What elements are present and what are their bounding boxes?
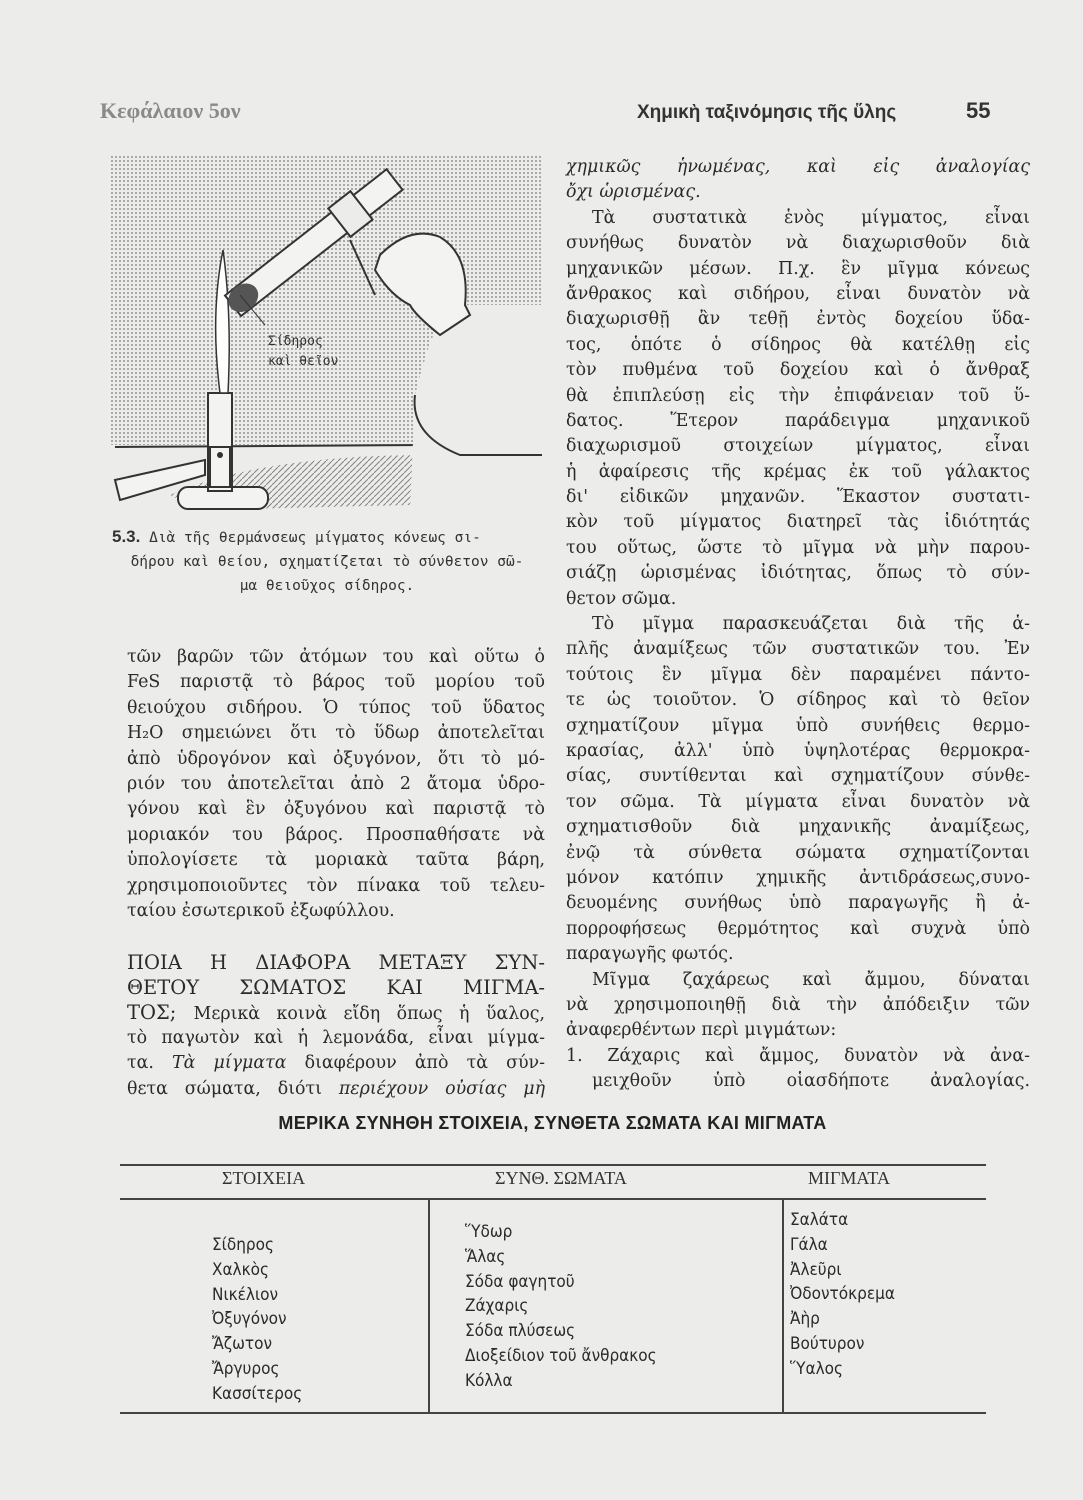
text-line <box>566 536 1030 561</box>
text-segment: Τὰ μίγματα <box>172 1053 287 1074</box>
text-line <box>127 1051 545 1076</box>
text-segment: ὄχι ὡρισμένας. <box>566 182 701 203</box>
text-segment: σχηματίζουν μῖγμα ὑπὸ συνήθεις θερμο- <box>566 715 1030 736</box>
text-segment: FeS παριστᾷ τὸ βάρος τοῦ μορίου τοῦ <box>127 672 545 693</box>
text-segment: του οὕτως, ὥστε τὸ μῖγμα νὰ μὴν παρου- <box>566 537 1030 558</box>
page-number: 55 <box>966 98 991 123</box>
text-segment: διαχωρισθῇ ἂν τεθῇ ἐντὸς δοχείου ὕδα- <box>566 309 1030 330</box>
text-segment: χρησιμοποιοῦντες τὸν πίνακα τοῦ τελευ- <box>127 875 545 896</box>
text-segment: τούτοις ἓν μῖγμα δὲν παραμένει πάντο- <box>566 664 1030 685</box>
text-segment: τα. <box>127 1053 173 1074</box>
table-column-divider <box>782 1200 784 1412</box>
text-segment: νὰ χρησιμοποιηθῇ διὰ τὴν ἀπόδειξιν τῶν <box>566 994 1030 1015</box>
text-line <box>566 764 1030 789</box>
caption-line: Διὰ τῆς θερμάνσεως μίγματος κόνεως σι- <box>149 530 481 546</box>
text-segment: H₂O σημειώνει ὅτι τὸ ὕδωρ ἀποτελεῖται <box>127 723 545 744</box>
text-segment: θετον σῶμα. <box>566 588 677 609</box>
text-line <box>566 1018 1030 1043</box>
text-line <box>566 384 1030 409</box>
table-cell-mixture: Βούτυρον <box>790 1333 865 1354</box>
text-line <box>566 815 1030 840</box>
text-segment: διαχωρισμοῦ στοιχείων μίγματος, εἶναι <box>566 436 1030 457</box>
text-segment: περιέχουν οὐσίας μὴ <box>338 1078 545 1099</box>
figure-bunsen-burner-illustration <box>110 155 542 510</box>
chapter-heading: Κεφάλαιον 5ον <box>100 98 241 123</box>
text-line <box>127 645 545 670</box>
text-segment: διαφέρουν ἀπὸ τὰ σύν- <box>286 1053 546 1074</box>
running-title: Χημικὴ ταξινόμησις τῆς ὕλης <box>637 102 897 123</box>
text-line <box>127 848 545 873</box>
text-segment: μειχθοῦν ὑπὸ οἱασδήποτε ἀναλογίας. <box>592 1071 1030 1092</box>
text-segment: ὑπολογίσετε τὰ μοριακὰ ταῦτα βάρη, <box>127 850 545 871</box>
text-line <box>127 797 545 822</box>
caption-line: μα θειοῦχος σίδηρος. <box>239 578 415 594</box>
text-line <box>127 747 545 772</box>
text-segment: τῶν βαρῶν τῶν ἀτόμων του καὶ οὕτω ὁ <box>127 647 545 667</box>
text-segment: σιάζῃ ὡρισμένας ἰδιότητας, ὅπως τὸ σύν- <box>566 563 1030 584</box>
text-segment: μόνον κατόπιν χημικῆς ἀντιδράσεως,συνο- <box>566 867 1030 888</box>
text-line <box>127 1077 545 1102</box>
table-cell-compound: Σόδα πλύσεως <box>465 1321 576 1342</box>
text-line <box>566 155 1030 180</box>
text-segment: Μῖγμα ζαχάρεως καὶ ἄμμου, δύναται <box>592 969 1030 990</box>
text-line <box>127 696 545 721</box>
table-cell-mixture: Ἀὴρ <box>790 1309 820 1330</box>
text-line <box>566 180 1030 205</box>
text-segment: τὸν πυθμένα τοῦ δοχείου καὶ ὁ ἄνθραξ <box>566 360 1030 381</box>
text-line <box>566 510 1030 535</box>
table-header-elements: ΣΤΟΙΧΕΙΑ <box>222 1168 306 1188</box>
text-line <box>566 993 1030 1018</box>
table-cell-compound: Ὕδωρ <box>465 1222 513 1242</box>
table-cell-mixture: Ὕαλος <box>790 1358 843 1379</box>
figure-label-line1: Σίδηρος <box>268 334 323 349</box>
table-rule-top <box>120 1164 986 1166</box>
text-line <box>566 257 1030 282</box>
text-line <box>566 434 1030 459</box>
text-segment: παραγωγῆς φωτός. <box>566 944 734 965</box>
text-line <box>127 772 545 797</box>
text-segment: ἄνθρακος καὶ σιδήρου, εἶναι δυνατὸν νὰ <box>566 283 1030 304</box>
text-line <box>566 663 1030 688</box>
text-line <box>566 307 1030 332</box>
table-cell-compound: Σόδα φαγητοῦ <box>465 1271 575 1292</box>
text-segment: τε ὡς τοιοῦτον. Ὁ σίδηρος καὶ τὸ θεῖον <box>566 690 1030 711</box>
text-line <box>566 231 1030 256</box>
text-segment: κρασίας, ἀλλ' ὑπὸ ὑψηλοτέρας θερμοκρα- <box>566 740 1030 761</box>
text-line <box>566 333 1030 358</box>
table-cell-element: Ἄζωτον <box>212 1334 272 1355</box>
table-cell-element: Ὀξυγόνον <box>212 1309 287 1330</box>
text-segment: ριόν του ἀποτελεῖται ἀπὸ 2 ἄτομα ὑδρο- <box>127 773 545 794</box>
text-segment: 1. Ζάχαρις καὶ ἄμμος, δυνατὸν νὰ ἀνα- <box>566 1045 1030 1066</box>
text-line <box>566 942 1030 967</box>
text-line <box>127 899 545 924</box>
text-segment: δι' εἰδικῶν μηχανῶν. Ἕκαστον συστατι- <box>566 487 1030 508</box>
text-segment: θὰ ἐπιπλεύσῃ εἰς τὴν ἐπιφάνειαν τοῦ ὕ- <box>566 385 1030 406</box>
text-segment: γόνου καὶ ἓν ὀξυγόνου καὶ παριστᾷ τὸ <box>127 799 545 820</box>
text-line <box>566 409 1030 434</box>
text-segment: ἀπὸ ὑδρογόνον καὶ ὀξυγόνον, ὅτι τὸ μό- <box>127 748 545 769</box>
text-segment: δευομένης συνήθως ὑπὸ παραγωγῆς ἢ ἀ- <box>566 893 1030 914</box>
text-line <box>566 460 1030 485</box>
text-segment: ΤΟΣ; <box>127 1001 194 1025</box>
text-segment: τος, ὁπότε ὁ σίδηρος θὰ κατέλθῃ εἰς <box>566 334 1030 355</box>
figure-caption <box>112 525 542 598</box>
table-rule-bottom <box>120 1412 986 1414</box>
text-line <box>566 891 1030 916</box>
text-segment: τον σῶμα. Τὰ μίγματα εἶναι δυνατὸν νὰ <box>566 791 1030 812</box>
text-segment: πλῆς ἀναμίξεως τῶν συστατικῶν του. Ἐν <box>566 639 1030 660</box>
text-line <box>127 874 545 899</box>
table-column-divider <box>428 1200 430 1412</box>
caption-line: δήρου καὶ θείου, σχηματίζεται τὸ σύνθετον σῶ- <box>130 554 524 570</box>
table-title: ΜΕΡΙΚΑ ΣΥΝΗΘΗ ΣΤΟΙΧΕΙΑ, ΣΥΝΘΕΤΑ ΣΩΜΑΤΑ ΚΑΙ ΜΙΓΜΑΤΑ <box>278 1113 827 1133</box>
text-segment: μηχανικῶν μέσων. Π.χ. ἓν μῖγμα κόνεως <box>566 258 1030 279</box>
text-line <box>127 721 545 746</box>
text-segment: ἀναφερθέντων περὶ μιγμάτων: <box>566 1020 837 1041</box>
text-line <box>566 688 1030 713</box>
text-line <box>566 1069 1030 1094</box>
table-cell-compound: Κόλλα <box>465 1370 513 1391</box>
text-segment: τὸ παγωτὸν καὶ ἡ λεμονάδα, εἶναι μίγμα- <box>127 1027 545 1048</box>
text-line <box>566 485 1030 510</box>
table-header-compounds: ΣΥΝΘ. ΣΩΜΑΤΑ <box>495 1168 627 1188</box>
text-line <box>127 823 545 848</box>
table-cell-element: Χαλκὸς <box>212 1259 269 1280</box>
table-cell-element: Κασσίτερος <box>212 1383 303 1404</box>
text-line <box>127 1000 545 1025</box>
text-line <box>127 1026 545 1051</box>
text-segment: Μερικὰ κοινὰ εἴδη ὅπως ἡ ὕαλος, <box>193 1004 545 1025</box>
text-segment: κὸν τοῦ μίγματος διατηρεῖ τὰς ἰδιότητάς <box>566 512 1030 533</box>
text-segment: πορροφήσεως θερμότητος καὶ συχνὰ ὑπὸ <box>566 918 1030 939</box>
text-segment: ταίου ἐσωτερικοῦ ἐξωφύλλου. <box>127 900 395 921</box>
text-line <box>566 790 1030 815</box>
text-segment: Τὸ μῖγμα παρασκευάζεται διὰ τῆς ἁ- <box>592 614 1030 635</box>
text-segment: Τὰ συστατικὰ ἑνὸς μίγματος, εἶναι <box>592 207 1030 228</box>
text-line <box>127 975 545 1000</box>
text-line <box>566 866 1030 891</box>
text-segment: ἐνῷ τὰ σύνθετα σώματα σχηματίζονται <box>566 842 1030 863</box>
table-cell-compound: Ζάχαρις <box>465 1296 529 1317</box>
text-line <box>566 917 1030 942</box>
text-segment: ἡ ἀφαίρεσις τῆς κρέμας ἐκ τοῦ γάλακτος <box>566 461 1030 482</box>
text-line <box>127 924 545 949</box>
text-line <box>566 968 1030 993</box>
text-line <box>566 587 1030 612</box>
text-segment: δατος. Ἕτερον παράδειγμα μηχανικοῦ <box>566 410 1030 431</box>
left-text-column <box>127 645 545 1102</box>
table-cell-mixture: Σαλάτα <box>790 1210 849 1230</box>
caption-number: 5.3. <box>112 527 141 546</box>
table-cell-element: Νικέλιον <box>212 1284 279 1305</box>
right-text-column <box>566 155 1030 1094</box>
text-line <box>566 282 1030 307</box>
text-segment: μοριακόν του βάρος. Προσπαθήσατε νὰ <box>127 824 545 845</box>
table-cell-element: Ἄργυρος <box>212 1358 280 1379</box>
table-header-mixtures: ΜΙΓΜΑΤΑ <box>808 1168 890 1188</box>
text-line <box>127 950 545 975</box>
text-line <box>566 739 1030 764</box>
figure-label-line2: καὶ θεῖον <box>268 354 339 369</box>
text-segment: σχηματισθοῦν διὰ μηχανικῆς ἀναμίξεως, <box>566 817 1030 838</box>
table-column-elements <box>212 1233 302 1407</box>
table-cell-compound: Ἅλας <box>465 1246 506 1267</box>
text-line <box>566 612 1030 637</box>
table-rule-header <box>120 1198 986 1200</box>
table-cell-element: Σίδηρος <box>212 1235 274 1255</box>
bunsen-burner-illustration <box>110 155 542 510</box>
table-column-mixtures <box>790 1208 895 1382</box>
table-cell-compound: Διοξείδιον τοῦ ἄνθρακος <box>465 1345 657 1366</box>
text-line <box>566 561 1030 586</box>
text-segment: θειούχου σιδήρου. Ὁ τύπος τοῦ ὕδατος <box>127 697 545 718</box>
text-line <box>127 670 545 695</box>
text-segment: σίας, συντίθενται καὶ σχηματίζουν σύνθε- <box>566 766 1030 787</box>
table-cell-mixture: Ὀδοντόκρεμα <box>790 1284 895 1305</box>
text-line <box>566 714 1030 739</box>
text-segment: συνήθως δυνατὸν νὰ διαχωρισθοῦν διὰ <box>566 233 1030 254</box>
text-line <box>566 358 1030 383</box>
text-segment: ΘΕΤΟΥ ΣΩΜΑΤΟΣ ΚΑΙ ΜΙΓΜΑ- <box>127 976 545 1000</box>
text-line <box>566 841 1030 866</box>
text-line <box>566 206 1030 231</box>
table-cell-mixture: Ἀλεῦρι <box>790 1259 842 1280</box>
text-segment: ΠΟΙΑ Η ΔΙΑΦΟΡΑ ΜΕΤΑΞΥ ΣΥΝ- <box>127 950 545 974</box>
table-column-compounds <box>465 1220 657 1394</box>
text-line <box>566 1044 1030 1069</box>
text-line <box>566 637 1030 662</box>
text-segment: θετα σώματα, διότι <box>127 1078 339 1099</box>
table-cell-mixture: Γάλα <box>790 1234 828 1255</box>
text-segment: χημικῶς ἡνωμένας, καὶ εἰς ἀναλογίας <box>566 157 1030 177</box>
